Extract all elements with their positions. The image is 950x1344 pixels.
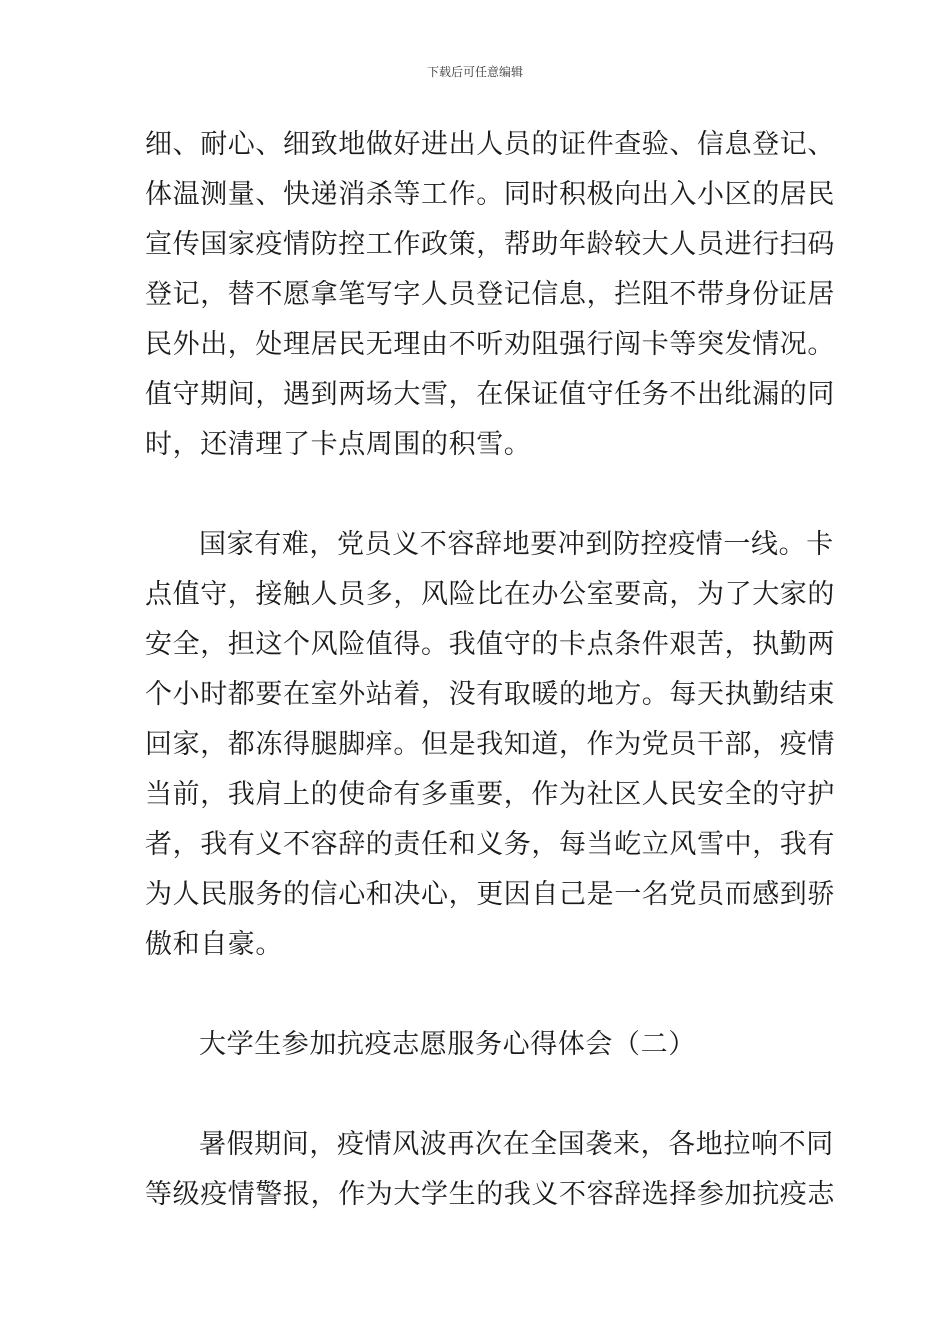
paragraph-line: 当前，我肩上的使命有多重要，作为社区人民安全的守护	[145, 779, 835, 810]
paragraph-line: 登记，替不愿拿笔写字人员登记信息，拦阻不带身份证居	[145, 279, 835, 310]
paragraph-line: 等级疫情警报，作为大学生的我义不容辞选择参加抗疫志	[145, 1179, 835, 1210]
paragraph-line: 国家有难，党员义不容辞地要冲到防控疫情一线。卡	[199, 529, 834, 560]
paragraph-line: 体温测量、快递消杀等工作。同时积极向出入小区的居民	[145, 179, 835, 210]
paragraph-line: 民外出，处理居民无理由不听劝阻强行闯卡等突发情况。	[145, 329, 835, 360]
paragraph-line: 者，我有义不容辞的责任和义务，每当屹立风雪中，我有	[145, 829, 835, 860]
paragraph-spacer	[145, 470, 807, 520]
paragraph-line: 时，还清理了卡点周围的积雪。	[145, 429, 532, 460]
paragraph-spacer	[145, 1070, 807, 1120]
paragraph-line: 点值守，接触人员多，风险比在办公室要高，为了大家的	[145, 579, 835, 610]
section-heading: 大学生参加抗疫志愿服务心得体会（二）	[199, 1029, 696, 1060]
paragraph-line: 细、耐心、细致地做好进出人员的证件查验、信息登记、	[145, 129, 835, 160]
paragraph-line: 个小时都要在室外站着，没有取暖的地方。每天执勤结束	[145, 679, 835, 710]
download-note: 下载后可任意编辑	[426, 65, 523, 79]
paragraph-line: 傲和自豪。	[145, 929, 283, 960]
paragraph-line: 为人民服务的信心和决心，更因自己是一名党员而感到骄	[145, 879, 835, 910]
paragraph-line: 安全，担这个风险值得。我值守的卡点条件艰苦，执勤两	[145, 629, 835, 660]
paragraph-line: 值守期间，遇到两场大雪，在保证值守任务不出纰漏的同	[145, 379, 835, 410]
paragraph-2	[145, 520, 835, 970]
paragraph-spacer	[145, 970, 807, 1020]
document-body	[145, 120, 835, 1220]
paragraph-line: 回家，都冻得腿脚痒。但是我知道，作为党员干部，疫情	[145, 729, 835, 760]
paragraph-3	[145, 1120, 835, 1220]
paragraph-line: 宣传国家疫情防控工作政策，帮助年龄较大人员进行扫码	[145, 229, 835, 260]
paragraph-line: 暑假期间，疫情风波再次在全国袭来，各地拉响不同	[199, 1129, 834, 1160]
paragraph-1	[145, 120, 835, 470]
